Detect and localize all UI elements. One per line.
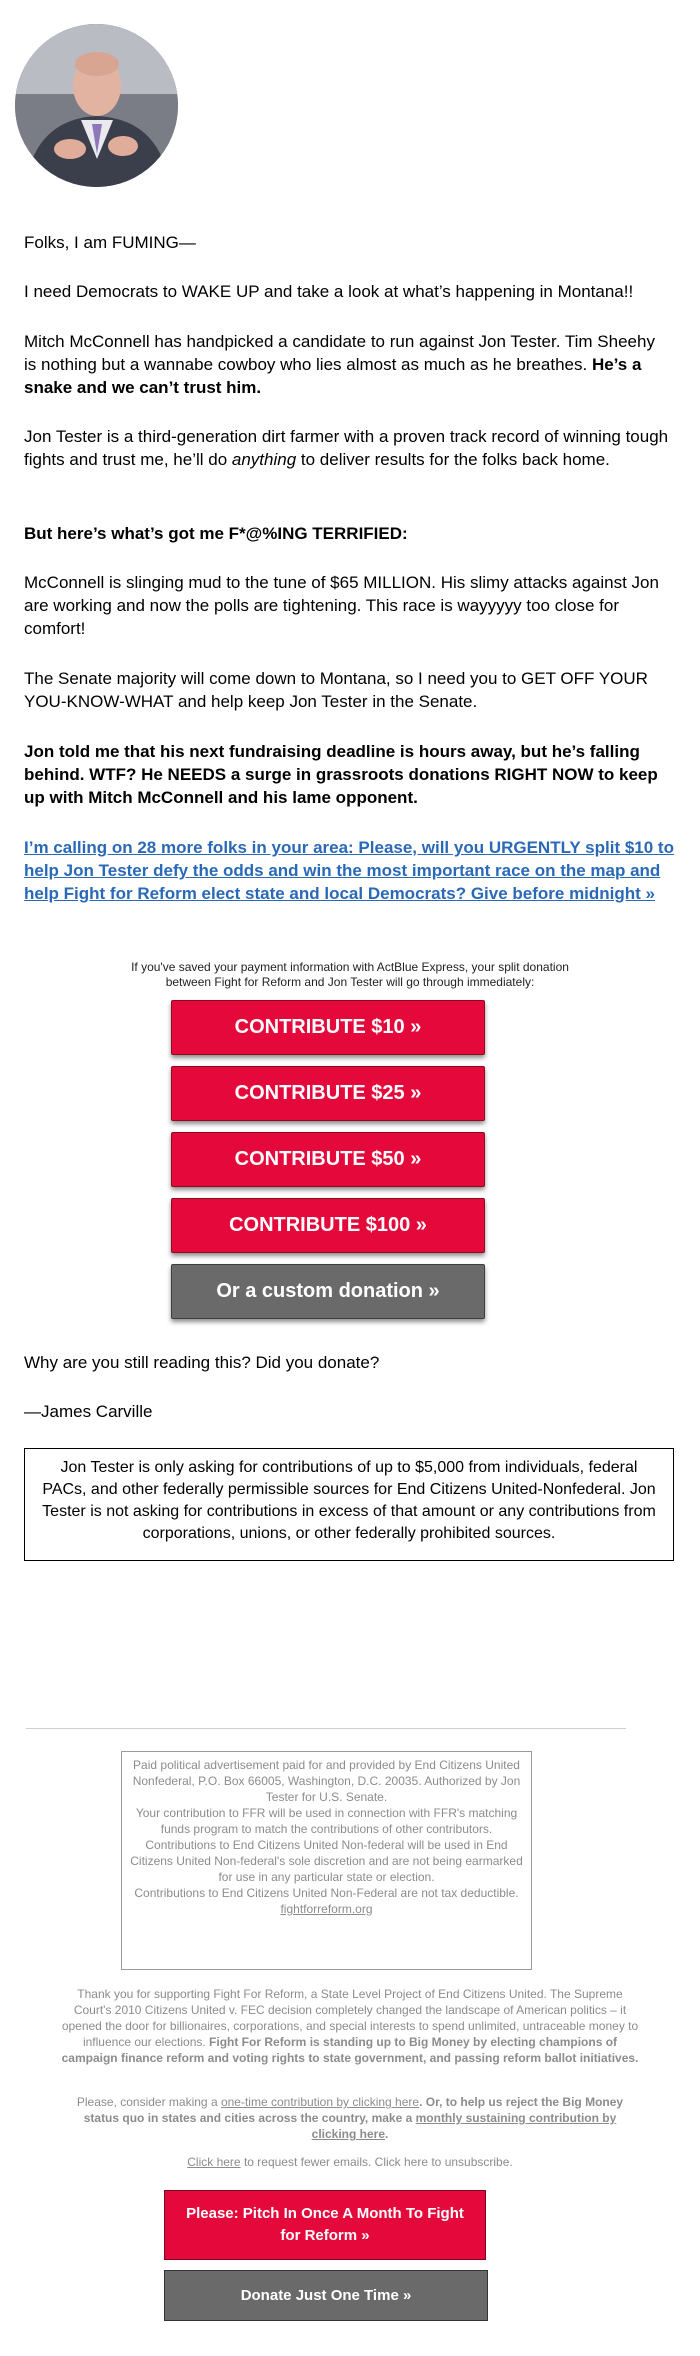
- terrified-heading: But here’s what’s got me F*@%ING TERRIFIED:: [24, 524, 408, 543]
- custom-donation-button[interactable]: Or a custom donation »: [171, 1264, 485, 1319]
- email-prefs-text: to request fewer emails. Click here to unsubscribe.: [240, 2155, 513, 2169]
- author-photo: [15, 24, 178, 187]
- disclaimer-matching: Your contribution to FFR will be used in connection with FFR's matching funds program to match the contributions of other contributors.: [135, 1806, 518, 1836]
- one-time-contribution-link[interactable]: one-time contribution by clicking here: [220, 2095, 420, 2109]
- urgent-donation-link[interactable]: I’m calling on 28 more folks in your area: Please, will you URGENTLY split $10 to help Jon Tester defy the odds and win the most important race on the map and help Fight for Reform elect state and local Democrats? Give before midnight »: [24, 838, 674, 903]
- paragraph-mcconnell: [24, 330, 664, 399]
- paragraph-tester-text: Jon Tester is a third-generation dirt farmer with a proven track record of winning tough fights and trust me, he’ll do: [24, 427, 669, 469]
- contribution-limit-notice: Jon Tester is only asking for contributions of up to $5,000 from individuals, federal PACs, and other federally permissible sources for End Citizens United-Nonfederal. Jon Tester is not asking for contributions in excess of that amount or any contributions from corporations, unions, or other federally prohibited sources.: [24, 1448, 674, 1561]
- greeting: Folks, I am FUMING—: [24, 233, 196, 252]
- paragraph-mud: McConnell is slinging mud to the tune of $65 MILLION. His slimy attacks against Jon are working and now the polls are tightening. This race is wayyyyy too close for comfort!: [24, 573, 659, 638]
- consider-text-a: Please, consider making a: [76, 2095, 221, 2109]
- fewer-emails-link[interactable]: Click here: [187, 2155, 241, 2169]
- donate-one-time-button[interactable]: Donate Just One Time »: [164, 2270, 488, 2321]
- monthly-contribution-link[interactable]: monthly sustaining contribution by clicking here: [311, 2111, 617, 2141]
- footer-thanks-bold: Fight For Reform is standing up to Big Money by electing champions of campaign finance reform and voting rights to state government, and passing reform ballot initiatives.: [61, 2035, 639, 2065]
- contribute-100-button[interactable]: CONTRIBUTE $100 »: [171, 1198, 485, 1253]
- paragraph-mcconnell-bold: He’s a snake and we can’t trust him.: [24, 355, 642, 397]
- paragraph-tester-text-end: to deliver results for the folks back home.: [296, 450, 610, 469]
- footer-thanks: [60, 1986, 640, 2066]
- actblue-express-note: If you've saved your payment information with ActBlue Express, your split donation between Fight for Reform and Jon Tester will go through immediately:: [131, 960, 569, 989]
- footer-email-prefs: [60, 2154, 640, 2170]
- footer-consider: [60, 2094, 640, 2142]
- contribute-10-button[interactable]: CONTRIBUTE $10 »: [171, 1000, 485, 1055]
- paragraph-wake-up: I need Democrats to WAKE UP and take a look at what’s happening in Montana!!: [24, 282, 634, 301]
- consider-text-c: .: [385, 2127, 389, 2141]
- disclaimer-tax: Contributions to End Citizens United Non-Federal are not tax deductible.: [134, 1886, 519, 1900]
- contribute-50-button[interactable]: CONTRIBUTE $50 »: [171, 1132, 485, 1187]
- consider-text-b: . Or, to help us reject the Big Money status quo in states and cities across the country, make a: [83, 2095, 624, 2125]
- monthly-pitch-in-button[interactable]: Please: Pitch In Once A Month To Fight for Reform »: [164, 2190, 486, 2260]
- footer-thanks-text: Thank you for supporting Fight For Reform, a State Level Project of End Citizens United. The Supreme Court's 2010 Citizens United v. FEC decision completely changed the landscape of American politics – it opened the door for billionaires, corporations, and special interests to spend unlimited, untraceable money to influence our elections.: [61, 1987, 639, 2049]
- contribute-25-button[interactable]: CONTRIBUTE $25 »: [171, 1066, 485, 1121]
- paid-for-disclaimer: [121, 1751, 532, 1970]
- paragraph-senate: The Senate majority will come down to Montana, so I need you to GET OFF YOUR YOU-KNOW-WHAT and help keep Jon Tester in the Senate.: [24, 669, 648, 711]
- site-link[interactable]: fightforreform.org: [280, 1902, 373, 1916]
- paragraph-deadline: Jon told me that his next fundraising deadline is hours away, but he’s falling behind. WTF? He NEEDS a surge in grassroots donations RIGHT NOW to keep up with Mitch McConnell and his lame opponent.: [24, 742, 658, 807]
- paragraph-mcconnell-text: Mitch McConnell has handpicked a candidate to run against Jon Tester. Tim Sheehy is nothing but a wannabe cowboy who lies almost as much as he breathes.: [24, 332, 655, 374]
- footer-divider: [26, 1728, 626, 1729]
- paragraph-tester-emphasis: anything: [231, 450, 297, 469]
- closing-question: Why are you still reading this? Did you donate?: [24, 1353, 380, 1372]
- signature: —James Carville: [24, 1402, 153, 1421]
- paragraph-tester: [24, 425, 674, 471]
- portrait-illustration: [15, 24, 178, 187]
- disclaimer-paid-by: Paid political advertisement paid for and provided by End Citizens United Nonfederal, P.O. Box 66005, Washington, D.C. 20035. Authorized by Jon Tester for U.S. Senate.: [132, 1758, 521, 1804]
- disclaimer-earmark: Contributions to End Citizens United Non-federal will be used in End Citizens United Non-federal's sole discretion and are not being earmarked for use in any particular state or election.: [130, 1838, 523, 1884]
